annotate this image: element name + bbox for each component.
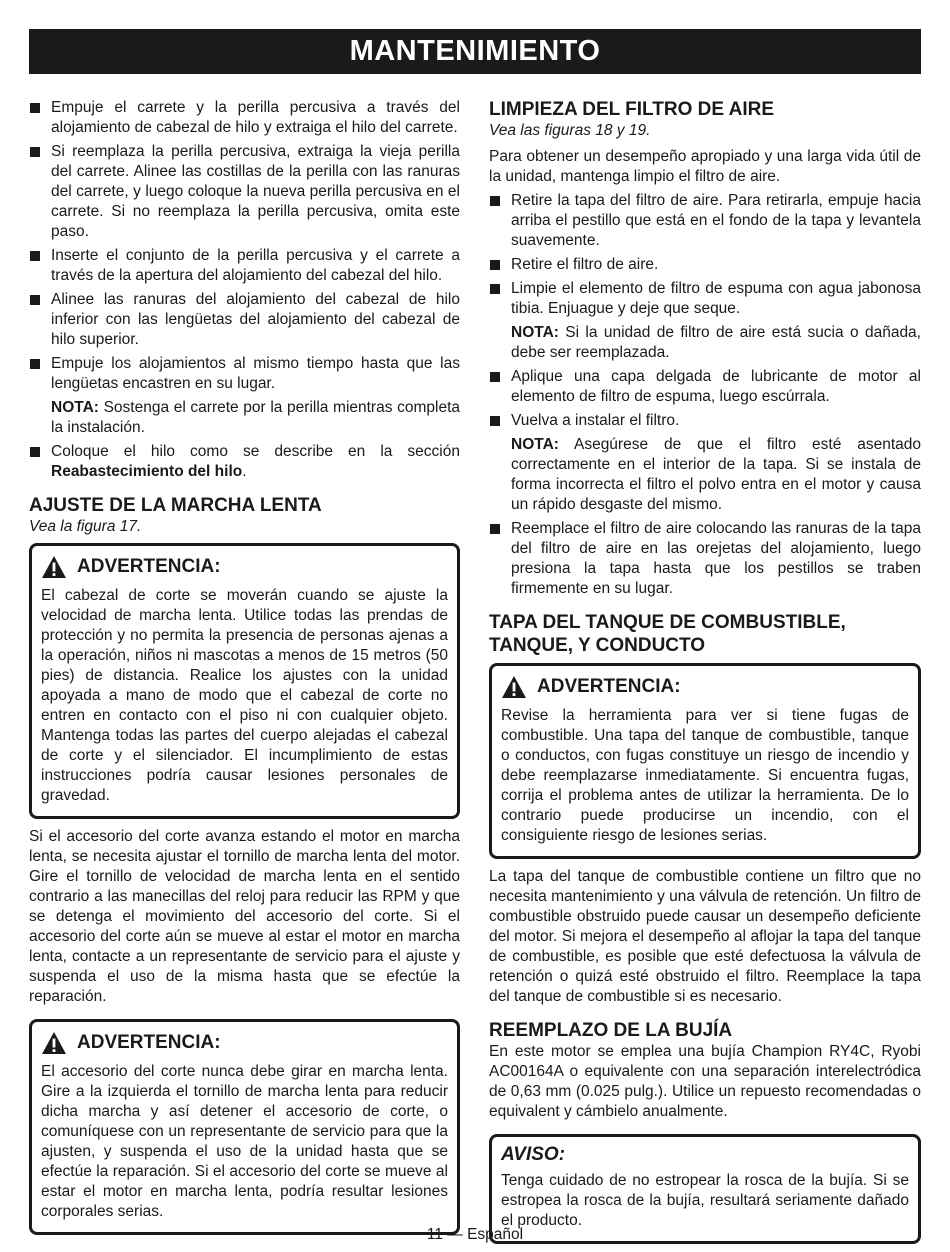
warning-heading: ADVERTENCIA: [41,554,448,580]
list-item: Empuje los alojamientos al mismo tiempo hasta que las lengüetas encastren en su lugar. [29,354,460,394]
right-column [489,98,921,1252]
list-item: Retire el filtro de aire. [489,255,921,275]
bullet-list-install-line [29,442,460,482]
square-bullet-icon [490,260,500,270]
section-title-fuel-tank: TAPA DEL TANQUE DE COMBUSTIBLE, TANQUE, Y CONDUCTO [489,612,846,656]
warning-heading: ADVERTENCIA: [41,1030,448,1056]
paragraph-air-filter-intro: Para obtener un desempeño apropiado y una larga vida útil de la unidad, mantenga limpio el filtro de aire. [489,148,921,185]
square-bullet-icon [490,524,500,534]
square-bullet-icon [490,416,500,426]
section-title-idle-adjust: AJUSTE DE LA MARCHA LENTA [29,495,322,516]
list-item: Aplique una capa delgada de lubricante de motor al elemento de filtro de espuma, luego escúrrala. [489,367,921,407]
list-item: Retire la tapa del filtro de aire. Para retirarla, empuje hacia arriba el pestillo que está en el fondo de la tapa y levantela suavemente. [489,191,921,251]
left-column [29,98,460,1243]
paragraph-spark-plug: En este motor se emplea una bujía Champion RY4C, Ryobi AC00164A o equivalente con una separación interelectródica de 0,63 mm (0.025 pulg.). Utilice un repuesto recomendadas o equivalent y cámbielo anualmente. [489,1043,921,1120]
warning-triangle-icon [41,1031,67,1055]
square-bullet-icon [30,295,40,305]
bullet-list-replace-spool [29,98,460,394]
list-item: Si reemplaza la perilla percusiva, extraiga la vieja perilla del carrete. Alinee las costillas de la perilla con las ranuras del carrete, y luego coloque la nueva perilla percusiva en el carrete. Si no reemplaza la perilla percusiva, omita este paso. [29,142,460,242]
list-item: Vuelva a instalar el filtro. [489,411,921,431]
warning-text: El accesorio del corte nunca debe girar en marcha lenta. Gire a la izquierda el tornillo de marcha lenta para reducir dicha marcha y así detener el accesorio de corte, o comuníquese con un representante de servicio para que la ajusten, y suspenda el uso de la unidad hasta que se efectúe la reparación. Si el accesorio del corte se mueve al estar el motor en marcha lenta, podría resultar lesiones corporales serias. [41,1063,448,1220]
section-title-spark-plug: REEMPLAZO DE LA BUJÍA [489,1020,733,1041]
warning-triangle-icon [41,555,67,579]
warning-triangle-icon [501,675,527,699]
page-number: 11 — Español [426,1226,524,1243]
square-bullet-icon [30,147,40,157]
paragraph-fuel-cap: La tapa del tanque de combustible contiene un filtro que no necesita mantenimiento y una válvula de retención. Un filtro de combustible obstruido puede causar un desempeño deficiente del motor. Si mejora el desempeño al aflojar la tapa del tanque de combustible, es posible que esté defectuosa la válvula de retención o quizá esté obstruido el filtro. Reemplace la tapa del tanque de combustible si es necesario. [489,868,921,1005]
page-title: MANTENIMIENTO [29,29,921,74]
list-item: Coloque el hilo como se describe en la sección Reabastecimiento del hilo. [29,442,460,482]
square-bullet-icon [490,372,500,382]
section-title-air-filter: LIMPIEZA DEL FILTRO DE AIRE [489,99,774,120]
square-bullet-icon [30,103,40,113]
notice-heading: AVISO: [501,1144,566,1165]
warning-box-fuel-leak [489,663,921,859]
paragraph-idle-adjust: Si el accesorio del corte avanza estando el motor en marcha lenta, se necesita ajustar el tornillo de marcha lenta del motor. Gire el tornillo de velocidad de marcha lenta en el sentido contrario a las manecillas del reloj para reducir las RPM y que se detenga el movimiento del accesorio del corte. Si el accesorio del corte aún se mueve al estar el motor en marcha lenta, contacte a un representante de servicio para el ajuste y suspenda el uso de la misma hasta que se efectúe la reparación. [29,828,460,1005]
note-filter-seated: NOTA: Asegúrese de que el filtro esté asentado correctamente en el interior de la tapa. Si se instala de forma incorrecta el filtro el polvo entra en el motor y causa un rápido desgaste del mismo. [511,436,921,513]
bullet-list-air-filter-c [489,519,921,599]
warning-box-idle [29,543,460,819]
list-item: Empuje el carrete y la perilla percusiva a través del alojamiento de cabezal de hilo y extraiga el hilo del carrete. [29,98,460,138]
square-bullet-icon [30,359,40,369]
note-hold-spool: NOTA: Sostenga el carrete por la perilla mientras completa la instalación. [51,399,460,436]
list-item: Alinee las ranuras del alojamiento del cabezal de hilo inferior con las lengüetas del alojamiento del cabezal de hilo superior. [29,290,460,350]
list-item: Inserte el conjunto de la perilla percusiva y el carrete a través de la apertura del alojamiento del cabezal del hilo. [29,246,460,286]
square-bullet-icon [490,196,500,206]
list-item: Reemplace el filtro de aire colocando las ranuras de la tapa del filtro de aire en las orejetas del alojamiento, luego presiona la tapa hasta que los pestillos se traben firmemente en su lugar. [489,519,921,599]
warning-heading: ADVERTENCIA: [501,674,909,700]
bullet-list-air-filter-a [489,191,921,319]
list-item: Limpie el elemento de filtro de espuma con agua jabonosa tibia. Enjuague y deje que seque. [489,279,921,319]
square-bullet-icon [30,447,40,457]
warning-text: Revise la herramienta para ver si tiene fugas de combustible. Una tapa del tanque de combustible, tanque o conductos, con fugas constituye un riesgo de incendio y debe reemplazarse inmediatamente. Si encuentra fugas, corrija el problema antes de utilizar la herramienta. De lo contrario puede producirse un incendio, con el consiguiente riesgo de lesiones serias. [501,707,909,844]
square-bullet-icon [490,284,500,294]
warning-box-cutting-attachment [29,1019,460,1235]
figure-reference: Vea las figuras 18 y 19. [489,122,651,139]
figure-reference: Vea la figura 17. [29,518,142,535]
note-replace-filter: NOTA: Si la unidad de filtro de aire está sucia o dañada, debe ser reemplazada. [511,324,921,361]
square-bullet-icon [30,251,40,261]
bullet-list-air-filter-b [489,367,921,431]
notice-text: Tenga cuidado de no estropear la rosca de la bujía. Si se estropea la rosca de la bujía, resultará seriamente dañado el producto. [501,1172,909,1229]
warning-text: El cabezal de corte se moverán cuando se ajuste la velocidad de marcha lenta. Utilice todas las prendas de protección y no permita la presencia de personas ajenas a la operación, niños ni mascotas a menos de 15 metros (50 pies) de distancia. Realice los ajustes con la unidad apoyada a mano de modo que el cabezal de corte no entren en contacto con el piso ni con cualquier objeto. Mantenga todas las partes del cuerpo alejadas el cabezal de corte y el silenciador. El incumplimiento de estas instrucciones podría causar lesiones personales de gravedad. [41,587,448,804]
